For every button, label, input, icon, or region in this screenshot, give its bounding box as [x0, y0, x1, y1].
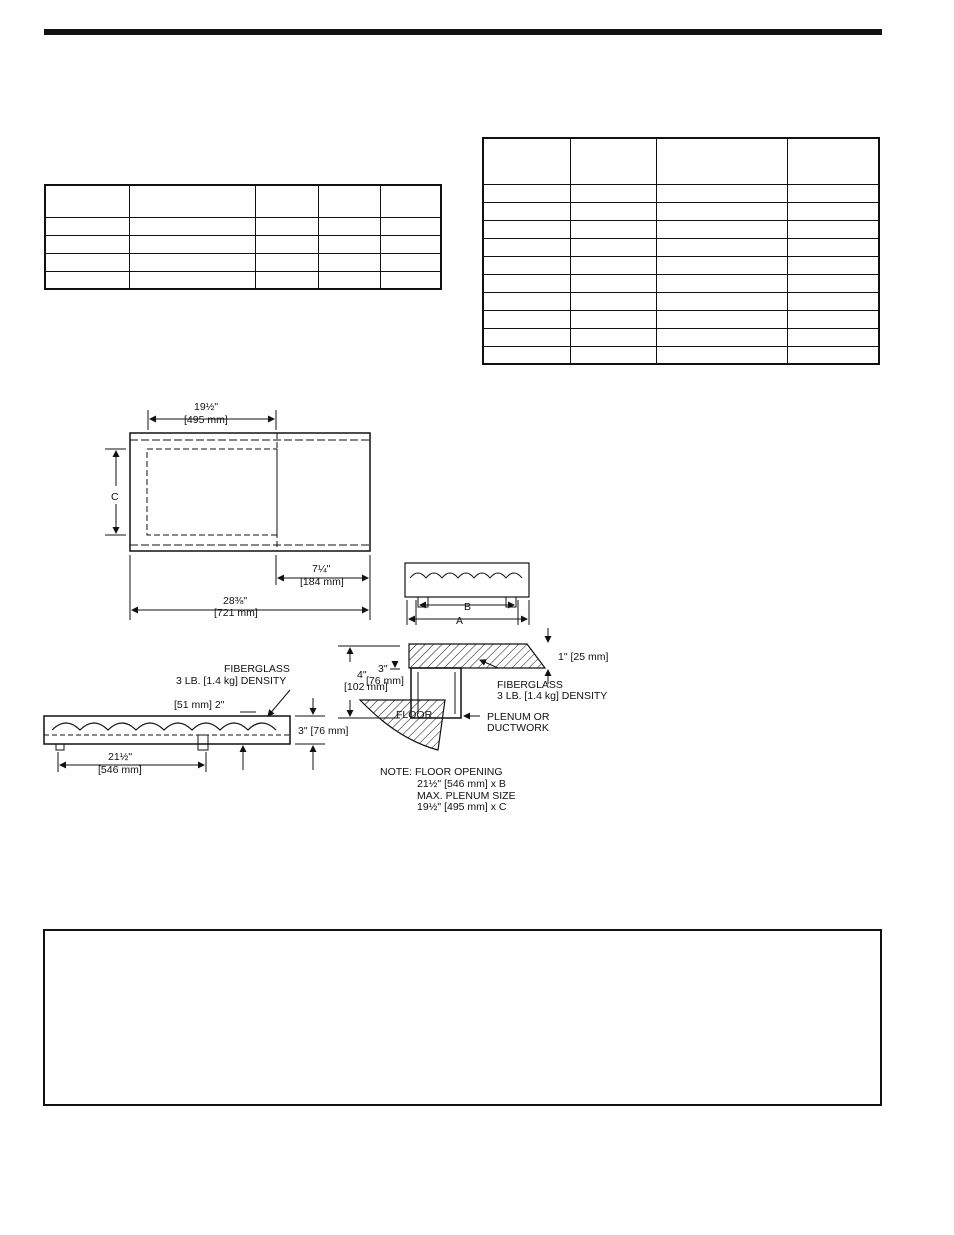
plenum-label-1: PLENUM OR: [487, 711, 550, 723]
note-label-3: MAX. PLENUM SIZE: [417, 790, 516, 802]
floor-label: FLOOR: [396, 709, 433, 721]
subbase-installation-diagram: [40, 395, 640, 815]
table-cell: [657, 138, 788, 184]
height-3-mm-label: [76 mm]: [366, 675, 404, 687]
table-cell: [256, 185, 319, 217]
table-row: [45, 235, 441, 253]
fiberglass-left-label-1: FIBERGLASS: [224, 663, 290, 675]
dimension-table-right: [482, 137, 880, 365]
side-width-mm-label: [184 mm]: [300, 576, 344, 588]
table-row: [483, 184, 879, 202]
table-row: [483, 220, 879, 238]
table-cell: [130, 185, 256, 217]
dim-c-label: C: [111, 491, 119, 503]
note-label-1: NOTE: FLOOR OPENING: [380, 766, 503, 778]
height-4-label: 4": [357, 669, 367, 681]
table-row: [483, 310, 879, 328]
note-box: [43, 929, 882, 1106]
table-row: [483, 274, 879, 292]
overall-width-mm-label: [721 mm]: [214, 607, 258, 619]
base-width-label: 21½": [108, 751, 133, 763]
height-4-mm-label: [102 mm]: [344, 681, 388, 693]
table-cell: [45, 185, 130, 217]
fiberglass-right-label-1: FIBERGLASS: [497, 679, 563, 691]
overall-width-label: 28⅜": [223, 595, 248, 607]
height-3-label: 3": [378, 663, 388, 675]
table-row: [45, 271, 441, 289]
dim-b-label: B: [464, 601, 472, 613]
table-cell: [571, 138, 657, 184]
table-cell: [381, 185, 442, 217]
dimension-table-left: [44, 184, 442, 290]
table-row: [483, 238, 879, 256]
dim-a-label: A: [456, 615, 464, 627]
fiberglass-right-label-2: 3 LB. [1.4 kg] DENSITY: [497, 690, 608, 702]
table-cell: [788, 138, 880, 184]
note-label-2: 21½" [546 mm] x B: [417, 778, 506, 790]
table-row: [483, 346, 879, 364]
table-row: [483, 256, 879, 274]
table-row: [483, 292, 879, 310]
base-height-label: 3" [76 mm]: [298, 725, 349, 737]
table-row: [45, 253, 441, 271]
top-width-label: 19½": [194, 401, 219, 413]
table-row: [45, 217, 441, 235]
table-row: [483, 202, 879, 220]
note-label-4: 19½" [495 mm] x C: [417, 801, 507, 813]
side-width-label: 7¼": [312, 563, 331, 575]
thickness-label: 1" [25 mm]: [558, 651, 609, 663]
header-rule: [44, 29, 882, 35]
table-cell: [319, 185, 381, 217]
table-row: [483, 328, 879, 346]
fiberglass-left-label-2: 3 LB. [1.4 kg] DENSITY: [176, 675, 287, 687]
table-cell: [483, 138, 571, 184]
insulation-thickness-label: [51 mm] 2": [174, 699, 225, 711]
plenum-label-2: DUCTWORK: [487, 722, 549, 734]
top-width-mm-label: [495 mm]: [184, 414, 228, 426]
top-view: [105, 410, 370, 620]
base-width-mm-label: [546 mm]: [98, 764, 142, 776]
